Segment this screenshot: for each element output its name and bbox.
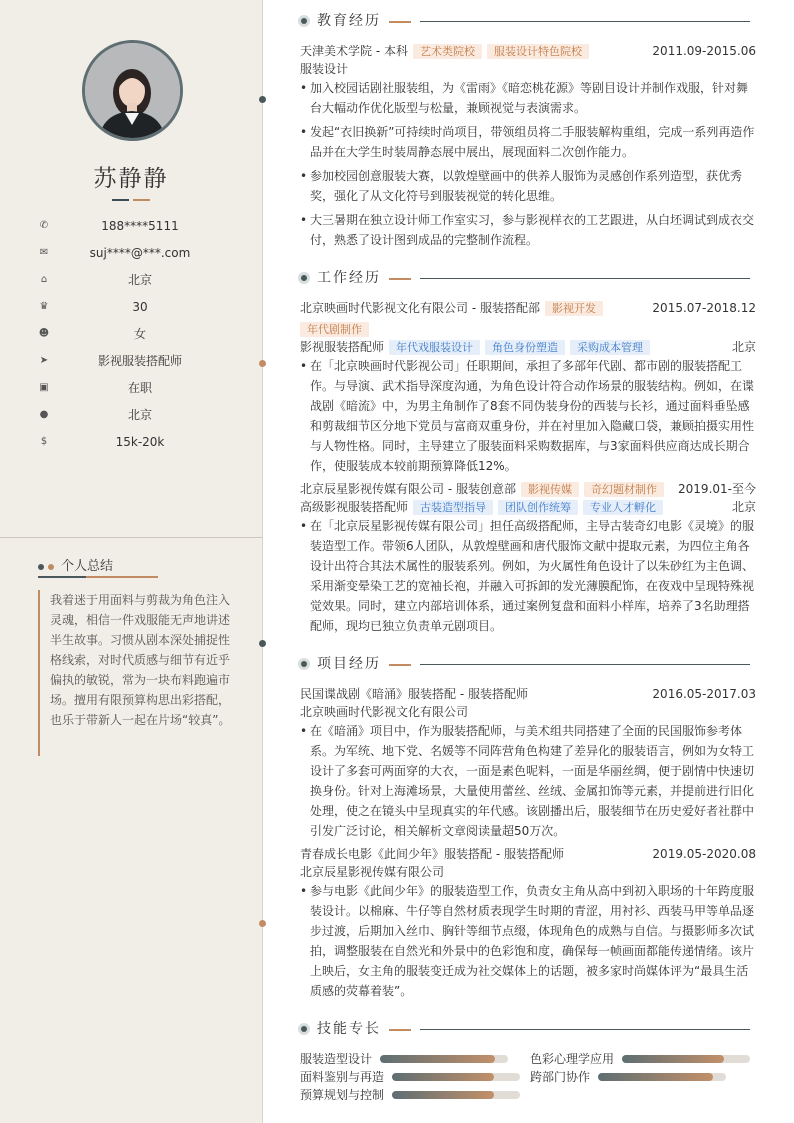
info-email (0, 244, 262, 264)
tag: 角色身份塑造 (485, 340, 565, 355)
timeline-dot (259, 920, 266, 927)
timeline-dot (259, 640, 266, 647)
section-title: 技能专长 (317, 1021, 381, 1037)
skill-item (300, 1068, 522, 1086)
info-text: 北京 (127, 408, 152, 422)
skill-item (300, 1050, 510, 1068)
skill-item (530, 1050, 754, 1068)
skill-bar-fill (598, 1073, 713, 1081)
skill-bar (392, 1091, 520, 1099)
info-position (0, 352, 262, 372)
money-icon: $ (40, 436, 48, 447)
section-bullet-icon (298, 15, 310, 27)
job-header-row (300, 480, 756, 498)
education-major: 服装设计 (300, 62, 349, 76)
school-name: 天津美术学院 - 本科 (300, 44, 408, 58)
phone-icon: ✆ (39, 220, 49, 231)
skill-bar-fill (380, 1055, 495, 1063)
education-header-row (300, 42, 756, 60)
tag: 年代戏服装设计 (389, 340, 480, 355)
tag: 古装造型指导 (413, 500, 493, 515)
list-item: • 在「北京辰星影视传媒有限公司」担任高级搭配师，主导古装奇幻电影《灵境》的服装造型工作。带领6人团队，从敦煌壁画和唐代服饰文献中提取元素，为四位主角各设计出符合其法术属性的服装系列。例如，为火属性角色设计了以朱砂红为主色调、采用渐变晕染工艺的宽袖长袍，并融入可拆卸的发光薄膜配饰，在夜戏中呈现特殊视觉效果。同时，建立内部培训体系，通过案例复盘和面料小样库，培养了3名助理搭配师，现均已独立负责单元剧项目。 (300, 516, 756, 636)
skill-bar (622, 1055, 750, 1063)
work-section-header (298, 268, 754, 288)
tag: 团队创作统筹 (498, 500, 578, 515)
info-text: 188****5111 (101, 219, 179, 233)
summary-text: 我着迷于用面料与剪裁为角色注入灵魂，相信一件戏服能无声地讲述半生故事。习惯从剧本深处捕捉性格线索，对时代质感与细节有近乎偏执的敏锐，常为一块布料跑遍市场。擅用有限预算构思出彩搭配，也乐于带新人一起在片场“较真”。 (38, 590, 232, 756)
skill-bar (380, 1055, 508, 1063)
skill-bar (392, 1073, 520, 1081)
timeline-dot (259, 360, 266, 367)
job-city: 北京 (731, 500, 756, 514)
section-title: 教育经历 (317, 13, 381, 29)
skill-bar-fill (392, 1073, 494, 1081)
section-bullet-icon (298, 658, 310, 670)
education-date: 2011.09-2015.06 (652, 44, 756, 58)
info-text: 在职 (127, 381, 152, 395)
summary-title (38, 555, 113, 574)
tag: 影视传媒 (521, 482, 579, 497)
project-date: 2016.05-2017.03 (652, 687, 756, 701)
info-gender (0, 325, 262, 345)
list-item-text: 在「北京映画时代影视公司」任职期间，承担了多部年代剧、都市剧的服装搭配工作。与导演、武术指导深度沟通，为角色设计符合动作场景的服装结构。例如，在谍战剧《暗流》中，为男主角制作了8套不同伪装身份的西装与长衫，通过面料垂坠感和剪裁细节区分地下党员与富商双重身份，并在衬里加入隐藏口袋，兼顾拍摄实用性与人物性格。同时，主导建立了服装面料采购数据库，与3家面料供应商达成长期合作，使服装成本较前期预算降低12%。 (310, 359, 755, 473)
skills-section-header (298, 1019, 754, 1039)
skill-name: 跨部门协作 (530, 1070, 591, 1084)
location-icon: ● (39, 409, 49, 420)
email-icon: ✉ (39, 247, 49, 258)
project-org: 北京辰星影视传媒有限公司 (300, 865, 445, 879)
home-icon: ⌂ (40, 274, 48, 285)
tag: 年代剧制作 (300, 322, 369, 337)
company-name: 北京映画时代影视文化有限公司 - 服装搭配部 (300, 301, 540, 315)
skill-bar (598, 1073, 726, 1081)
project-name: 民国谍战剧《暗涌》服装搭配 - 服装搭配师 (300, 687, 528, 701)
skill-name: 服装造型设计 (300, 1052, 373, 1066)
info-phone (0, 217, 262, 237)
project-org: 北京映画时代影视文化有限公司 (300, 705, 469, 719)
skill-name: 预算规划与控制 (300, 1088, 385, 1102)
list-item-text: 发起“衣旧换新”可持续时尚项目，带领组员将二手服装解构重组，完成一系列再造作品并在大学生时装周静态展中展出，展现面料二次创作能力。 (310, 125, 755, 159)
list-item-text: 参加校园创意服装大赛，以敦煌壁画中的供养人服饰为灵感创作系列造型，获优秀奖，强化了从文化符号到服装视觉的转化思维。 (310, 169, 743, 203)
skill-name: 色彩心理学应用 (530, 1052, 615, 1066)
list-item: • 发起“衣旧换新”可持续时尚项目，带领组员将二手服装解构重组，完成一系列再造作品并在大学生时装周静态展中展出，展现面料二次创作能力。 (300, 122, 756, 162)
project-header-row (300, 685, 756, 703)
list-item-text: 大三暑期在独立设计师工作室实习，参与影视样衣的工艺跟进，从白坯调试到成衣交付，熟悉了设计图到成品的完整制作流程。 (310, 213, 755, 247)
tag: 影视开发 (545, 301, 603, 316)
summary-underline-dark (38, 576, 86, 578)
sidebar (0, 0, 263, 1123)
job-city: 北京 (731, 340, 756, 354)
info-home (0, 271, 262, 291)
info-text: 北京 (127, 273, 152, 287)
summary-underline-accent (86, 576, 158, 578)
name-underline-dark (112, 199, 129, 201)
list-item-text: 加入校园话剧社服装组，为《雷雨》《暗恋桃花源》等剧目设计并制作戏服，针对舞台大幅动作优化版型与松量，兼顾视觉与表演需求。 (310, 81, 749, 115)
list-item-text: 参与电影《此间少年》的服装造型工作，负责女主角从高中到初入职场的十年跨度服装设计。以棉麻、牛仔等自然材质表现学生时期的青涩，用衬衫、西装马甲等单品逐步过渡，后期加入丝巾、胸针等细节点缀，体现角色的成熟与自信。与摄影师多次试拍，调整服装在自然光和外景中的色彩饱和度，确保每一帧画面都能传递情绪。该片上映后，女主角的服装变迁成为社交媒体上的话题，被多家时尚媒体评为“最具生活质感的荧幕着装”。 (310, 884, 755, 998)
list-item: • 在《暗涌》项目中，作为服装搭配师，与美术组共同搭建了全面的民国服饰参考体系。为军统、地下党、名媛等不同阵营角色构建了差异化的服装语言，例如为女特工设计了多套可两面穿的大衣，一面是素色呢料，一面是华丽丝绸，便于剧情中快速切换身份。针对上海滩场景，大量使用蕾丝、丝绒、金属扣饰等元素，并提前进行旧化处理，使之在镜头中呈现真实的年代感。该剧播出后，服装细节在历史爱好者社群中引发广泛讨论，相关解析文章阅读量超50万次。 (300, 721, 756, 841)
section-title: 项目经历 (317, 656, 381, 672)
sidebar-divider (0, 537, 262, 538)
tag: 奇幻题材制作 (584, 482, 664, 497)
list-item-text: 在《暗涌》项目中，作为服装搭配师，与美术组共同搭建了全面的民国服饰参考体系。为军统、地下党、名媛等不同阵营角色构建了差异化的服装语言，例如为女特工设计了多套可两面穿的大衣，一面是素色呢料，一面是华丽丝绸，便于剧情中快速切换身份。针对上海滩场景，大量使用蕾丝、丝绒、金属扣饰等元素，并提前进行旧化处理，使之在镜头中呈现真实的年代感。该剧播出后，服装细节在历史爱好者社群中引发广泛讨论，相关解析文章阅读量超50万次。 (310, 724, 755, 838)
skill-bar-fill (622, 1055, 724, 1063)
tag: 服装设计特色院校 (487, 44, 589, 59)
job-role-row (300, 498, 756, 516)
info-status (0, 379, 262, 399)
info-age (0, 298, 262, 318)
job-role: 影视服装搭配师 (300, 340, 385, 354)
info-salary (0, 433, 262, 453)
info-text: 30 (132, 300, 148, 314)
info-text: 女 (133, 327, 146, 341)
tag: 艺术类院校 (413, 44, 482, 59)
skill-name: 面料鉴别与再造 (300, 1070, 385, 1084)
info-text: 影视服装搭配师 (97, 354, 182, 368)
job-role-row (300, 338, 756, 356)
company-name: 北京辰星影视传媒有限公司 - 服装创意部 (300, 482, 516, 496)
name-underline-accent (133, 199, 150, 201)
job-role: 高级影视服装搭配师 (300, 500, 409, 514)
project-date: 2019.05-2020.08 (652, 847, 756, 861)
avatar-portrait-icon (85, 43, 180, 138)
section-bullet-icon (298, 272, 310, 284)
section-bullet-icon (298, 1023, 310, 1035)
list-item-text: 在「北京辰星影视传媒有限公司」担任高级搭配师，主导古装奇幻电影《灵境》的服装造型工作。带领6人团队，从敦煌壁画和唐代服饰文献中提取元素，为四位主角各设计出符合其法术属性的服装系列。例如，为火属性角色设计了以朱砂红为主色调、采用渐变晕染工艺的宽袖长袍，并融入可拆卸的发光薄膜配饰，在夜戏中呈现特殊视觉效果。同时，建立内部培训体系，通过案例复盘和面料小样库，培养了3名助理搭配师，现均已独立负责单元剧项目。 (310, 519, 755, 633)
job-date: 2019.01-至今 (678, 482, 756, 496)
section-title: 工作经历 (317, 270, 381, 286)
info-text: suj****@***.com (89, 246, 191, 260)
skill-item (300, 1086, 522, 1104)
job-date: 2015.07-2018.12 (652, 301, 756, 315)
list-item: • 参加校园创意服装大赛，以敦煌壁画中的供养人服饰为灵感创作系列造型，获优秀奖，强化了从文化符号到服装视觉的转化思维。 (300, 166, 756, 206)
send-icon: ➤ (39, 355, 49, 366)
candidate-name: 苏静静 (93, 166, 169, 192)
briefcase-icon: ▣ (39, 382, 49, 393)
list-item: • 在「北京映画时代影视公司」任职期间，承担了多部年代剧、都市剧的服装搭配工作。与导演、武术指导深度沟通，为角色设计符合动作场景的服装结构。例如，在谍战剧《暗流》中，为男主角制作了8套不同伪装身份的西装与长衫，通过面料垂坠感和剪裁细节区分地下党员与富商双重身份，并在衬里加入隐藏口袋，兼顾拍摄实用性与人物性格。同时，主导建立了服装面料采购数据库，与3家面料供应商达成长期合作，使服装成本较前期预算降低12%。 (300, 356, 756, 476)
cake-icon: ♛ (39, 301, 49, 312)
project-section-header (298, 654, 754, 674)
list-item: • 参与电影《此间少年》的服装造型工作，负责女主角从高中到初入职场的十年跨度服装设计。以棉麻、牛仔等自然材质表现学生时期的青涩，用衬衫、西装马甲等单品逐步过渡，后期加入丝巾、胸针等细节点缀，体现角色的成熟与自信。与摄影师多次试拍，调整服装在自然光和外景中的色彩饱和度，确保每一帧画面都能传递情绪。该片上映后，女主角的服装变迁成为社交媒体上的话题，被多家时尚媒体评为“最具生活质感的荧幕着装”。 (300, 881, 756, 1001)
gender-icon: ☻ (38, 328, 50, 339)
info-text: 15k-20k (115, 435, 165, 449)
project-header-row (300, 845, 756, 863)
skill-bar-fill (392, 1091, 494, 1099)
tag: 专业人才孵化 (583, 500, 663, 515)
project-name: 青春成长电影《此间少年》服装搭配 - 服装搭配师 (300, 847, 564, 861)
job-header-row (300, 299, 756, 317)
list-item: • 大三暑期在独立设计师工作室实习，参与影视样衣的工艺跟进，从白坯调试到成衣交付，熟悉了设计图到成品的完整制作流程。 (300, 210, 756, 250)
tag: 采购成本管理 (570, 340, 650, 355)
info-location (0, 406, 262, 426)
skill-item (530, 1068, 730, 1086)
education-section-header (298, 11, 754, 31)
avatar (82, 40, 183, 141)
timeline-dot (259, 96, 266, 103)
job-tag-row (300, 320, 756, 338)
list-item: • 加入校园话剧社服装组，为《雷雨》《暗恋桃花源》等剧目设计并制作戏服，针对舞台大幅动作优化版型与松量，兼顾视觉与表演需求。 (300, 78, 756, 118)
summary-title-text: 个人总结 (61, 559, 114, 574)
